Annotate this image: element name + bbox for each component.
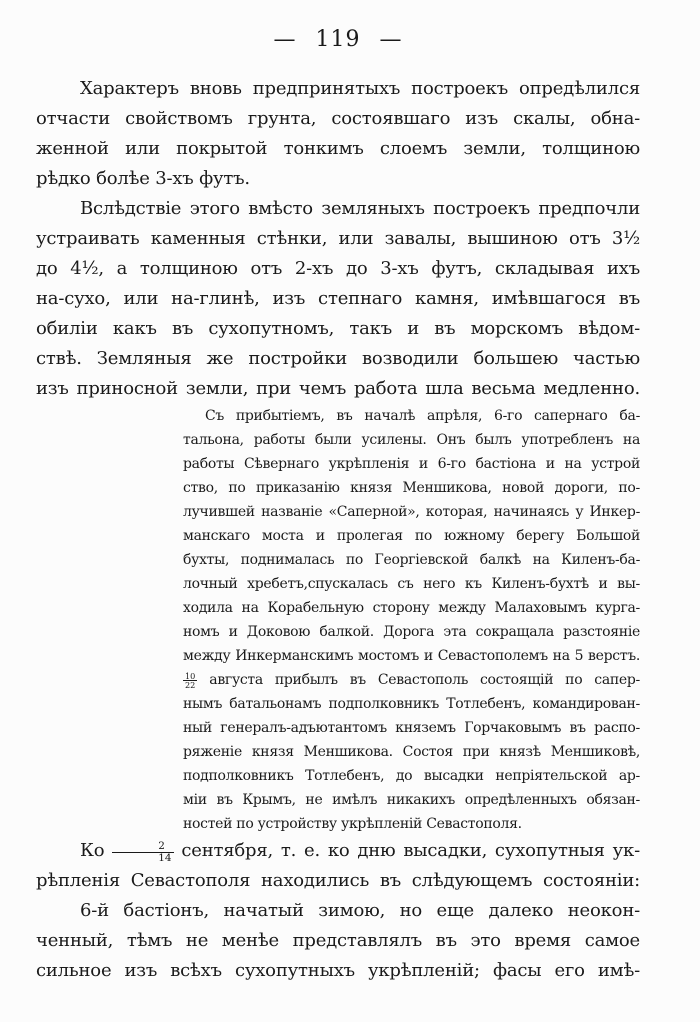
text-line: лучившей названіе «Саперной», которая, начинаясь у Инкер-	[183, 504, 640, 520]
text-line: Характеръ вновь предпринятыхъ построекъ опредѣлился	[80, 78, 640, 99]
page-number-header: — 119 —	[273, 27, 403, 52]
text-line: рѣпленія Севастополя находились въ слѣдующемъ состояніи:	[36, 870, 640, 891]
text-line: ство, по приказанію князя Меншикова, новой дороги, по-	[183, 480, 640, 496]
text-line: ный генералъ-адъютантомъ княземъ Горчаковымъ въ распо-	[183, 720, 640, 736]
page-body	[36, 74, 640, 986]
text-line: номъ и Доковою балкой. Дорога эта сокращала разстояніе	[183, 624, 640, 640]
date-fraction: $\frac{10}{22}$	[185, 670, 196, 691]
paragraph	[36, 836, 640, 896]
date-fraction: $\frac{2}{14}$	[112, 841, 173, 864]
text-line: 6-й бастіонъ, начатый зимою, но еще далеко неокон-	[80, 900, 640, 921]
text-line: между Инкерманскимъ мостомъ и Севастополемъ на 5 верстъ.	[183, 648, 640, 664]
text-line: устраивать каменныя стѣнки, или завалы, вышиною отъ 3¹⁄₂	[36, 228, 640, 249]
text-line: подполковникъ Тотлебенъ, до высадки непріятельской ар-	[183, 768, 640, 784]
text-line: изъ приносной земли, при чемъ работа шла весьма медленно.	[36, 378, 640, 399]
text-line: міи въ Крымъ, не имѣлъ никакихъ опредѣленныхъ обязан-	[183, 792, 640, 808]
text-line: до 4¹⁄₂, а толщиною отъ 2-хъ до 3-хъ футъ, складывая ихъ	[36, 258, 640, 279]
text-line: ходила на Корабельную сторону между Малаховымъ курга-	[183, 600, 640, 616]
text-line: сильное изъ всѣхъ сухопутныхъ укрѣпленій; фасы его имѣ-	[36, 960, 640, 981]
text-line: ченный, тѣмъ не менѣе представлялъ въ это время самое	[36, 930, 640, 951]
text-line: женной или покрытой тонкимъ слоемъ земли, толщиною	[36, 138, 640, 159]
text-line: ряженіе князя Меншикова. Состоя при князѣ Меншиковѣ,	[183, 744, 640, 760]
text-line: ностей по устройству укрѣпленій Севастополя.	[183, 816, 522, 832]
text-line: лочный хребетъ,спускалась съ него къ Киленъ-бухтѣ и вы-	[183, 576, 640, 592]
paragraph	[36, 896, 640, 986]
text-line: Ко $\frac{2}{14}$ сентября, т. е. ко дню высадки, сухопутныя ук-	[80, 840, 640, 865]
text-line: отчасти свойствомъ грунта, состоявшаго изъ скалы, обна-	[36, 108, 640, 129]
text-line: тальона, работы были усилены. Онъ былъ употребленъ на	[183, 432, 640, 448]
text-line: работы Сѣвернаго укрѣпленія и 6-го бастіона и на устрой	[183, 456, 640, 472]
text-line: ствѣ. Земляныя же постройки возводили большею частью	[36, 348, 640, 369]
text-line: обиліи какъ въ сухопутномъ, такъ и въ морскомъ вѣдом-	[36, 318, 640, 339]
text-line: рѣдко болѣе 3-хъ футъ.	[36, 168, 250, 189]
paragraph	[36, 74, 640, 194]
text-line: Вслѣдствіе этого вмѣсто земляныхъ построекъ предпочли	[80, 198, 640, 219]
text-line: Съ прибытіемъ, въ началѣ апрѣля, 6-го сапернаго ба-	[205, 408, 640, 424]
text-line: бухты, поднималась по Георгіевской балкѣ на Киленъ-ба-	[183, 552, 640, 568]
paragraph	[183, 404, 640, 836]
text-line: манскаго моста и пролегая по южному берегу Большой	[183, 528, 640, 544]
paragraph	[36, 194, 640, 404]
text-line: нымъ батальонамъ подполковникъ Тотлебенъ, командирован-	[183, 696, 640, 712]
text-line: на-сухо, или на-глинѣ, изъ степнаго камня, имѣвшагося въ	[36, 288, 640, 309]
text-line: $\frac{10}{22}$ августа прибылъ въ Севастополь состоящій по сапер-	[185, 670, 640, 691]
